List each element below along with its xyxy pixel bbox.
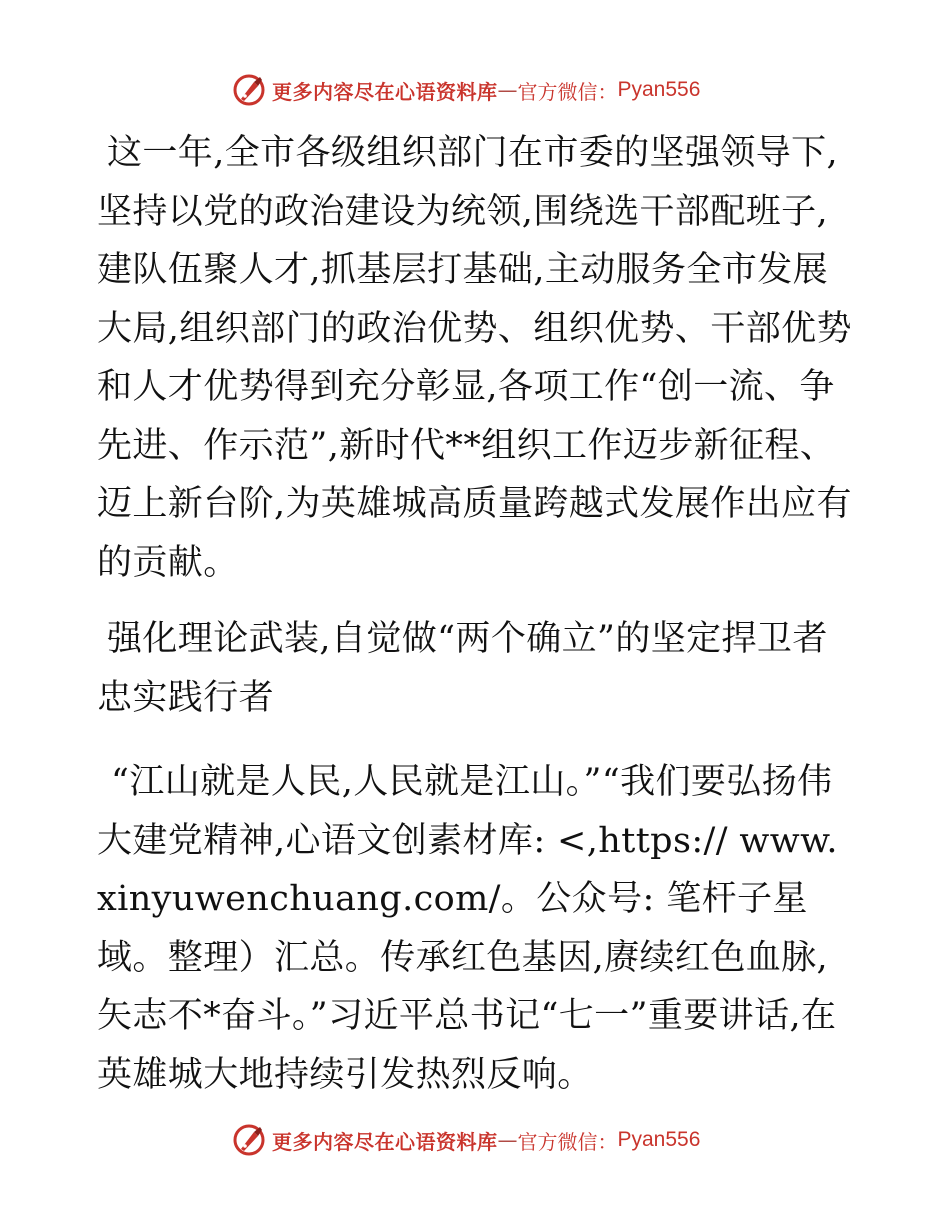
pen-nib-logo-icon (232, 1123, 266, 1157)
watermark-separator: — (497, 78, 518, 102)
watermark-site-text: 更多内容尽在心语资料库 (272, 79, 498, 104)
document-body (97, 124, 857, 1104)
paragraph-summary: 这一年,全市各级组织部门在市委的坚强领导下,坚持以党的政治建设为统领,围绕选干部配班子,建队伍聚人才,抓基层打基础,主动服务全市发展大局,组织部门的政治优势、组织优势、干部优势和人才优势得到充分彰显,各项工作“创一流、争先进、作示范”,新时代**组织工作迈步新征程、迈上新台阶,为英雄城高质量跨越式发展作出应有的贡献。 (97, 133, 852, 583)
footer-watermark-banner (232, 1120, 700, 1160)
watermark-wechat-id: Pyan556 (617, 78, 701, 101)
watermark-wechat-id: Pyan556 (617, 1128, 701, 1151)
watermark-wechat-label: 官方微信： (517, 1129, 618, 1154)
watermark-wechat-label: 官方微信： (517, 79, 618, 104)
watermark-site-text: 更多内容尽在心语资料库 (272, 1129, 498, 1154)
header-watermark-banner (232, 70, 700, 110)
pen-nib-logo-icon (232, 73, 266, 107)
watermark-separator: — (497, 1128, 518, 1152)
paragraph-quote: “江山就是人民,人民就是江山。”“我们要弘扬伟大建党精神,心语文创素材库: <,https:// www.xinyuwenchuang.com/。公众号: 笔杆子星域。整理）汇总。传承红色基因,赓续红色血脉,矢志不*奋斗。”习近平总书记“七一”重要讲话,在英雄城大地持续引发热烈反响。 (97, 762, 838, 1095)
section-heading: 强化理论武装,自觉做“两个确立”的坚定捍卫者忠实践行者 (97, 619, 828, 718)
